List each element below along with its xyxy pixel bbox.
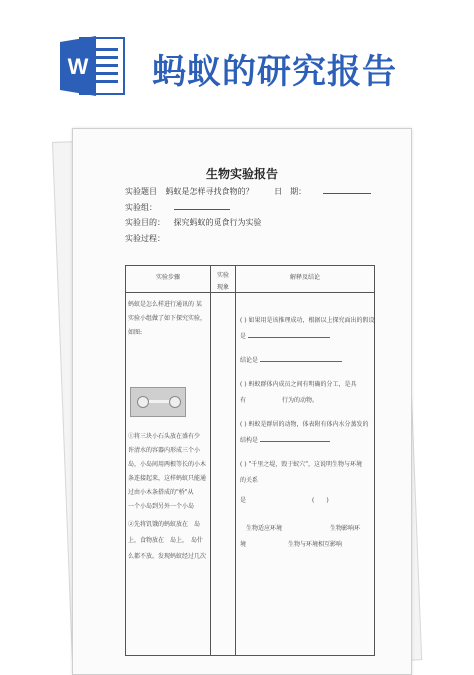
group-label: 实验组： bbox=[125, 203, 157, 212]
conclusion-line: ( ) 蚂蚁群体内成员之间有明确的分工，是具 bbox=[240, 381, 357, 388]
process-label: 实验过程： bbox=[125, 234, 165, 243]
conclusion-line: ( ) 如果用是该推理成功，根据以上探究面出的假设 bbox=[240, 317, 375, 324]
topic-line bbox=[125, 185, 371, 197]
document-page bbox=[72, 128, 412, 675]
experiment-table bbox=[125, 265, 375, 656]
date-label: 日 期： bbox=[274, 187, 307, 196]
header-steps: 实验步骤 bbox=[126, 266, 211, 293]
conclusion-line: 结论是 bbox=[240, 355, 342, 364]
steps-line: 岛，小岛间用两根等长的小木 bbox=[128, 461, 207, 468]
purpose-value: 探究蚂蚁的觅食行为实验 bbox=[173, 218, 262, 227]
conclusion-cell bbox=[236, 293, 375, 656]
steps-line: 上，食物放在 岛上， 岛什 bbox=[128, 537, 204, 544]
experiment-photo bbox=[130, 387, 186, 417]
banner-title: 蚂蚁的研究报告 bbox=[152, 52, 397, 92]
group-line bbox=[125, 201, 230, 213]
steps-line: 许清水的容器内形成三个小 bbox=[128, 447, 201, 454]
conclusion-line: 有 行为的动物。 bbox=[240, 397, 319, 404]
steps-line: 实验小组做了如下探究实验， bbox=[128, 315, 207, 322]
purpose-line bbox=[125, 217, 262, 228]
conclusion-line: 是 bbox=[240, 331, 330, 340]
steps-line: ①将三块小石头放在盛有少 bbox=[128, 433, 201, 440]
conclusion-line: 是 ( ) bbox=[240, 497, 329, 504]
steps-line: 一个小岛到另外一个小岛 bbox=[128, 503, 195, 510]
document-title: 生物实验报告 bbox=[205, 167, 278, 181]
conclusion-line: 的关系 bbox=[240, 477, 259, 484]
banner bbox=[0, 0, 474, 118]
steps-cell bbox=[126, 293, 211, 656]
conclusion-line: ( ) 蚂蚁是群居的动物，体表附有体内水分蒸发的 bbox=[240, 421, 369, 428]
conclusion-line: 境 生物与环境相互影响 bbox=[240, 541, 343, 548]
steps-line: 过由小木条搭成的"桥"从 bbox=[128, 489, 194, 496]
steps-line: 条连接起来，这样蚂蚁只能通 bbox=[128, 475, 207, 482]
word-document-icon bbox=[60, 34, 126, 98]
steps-line: 蚂蚁是怎么样进行通讯的 某 bbox=[128, 301, 202, 308]
header-conclusion: 解释及结论 bbox=[236, 266, 375, 293]
date-blank bbox=[323, 185, 371, 194]
conclusion-line: 结构是 bbox=[240, 435, 330, 444]
conclusion-line: ( ) "千里之堤，毁于蚁穴"，这说明生物与环境 bbox=[240, 461, 363, 468]
steps-line: 么都不放。发现蚂蚁经过几次 bbox=[128, 553, 207, 560]
logo-letter: W bbox=[67, 54, 89, 79]
header-phenomenon: 实验 现象 bbox=[211, 266, 236, 293]
steps-line: ②先将饥饿的蚂蚁放在 岛 bbox=[128, 521, 201, 528]
steps-line: 如图: bbox=[128, 329, 143, 336]
topic-value: 蚂蚁是怎样寻找食物的？ bbox=[165, 187, 254, 196]
phenomenon-cell bbox=[211, 293, 236, 656]
group-blank bbox=[174, 201, 230, 210]
conclusion-line: 生物适应环境 生物影响环 bbox=[240, 525, 361, 532]
purpose-label: 实验目的： bbox=[125, 218, 165, 227]
topic-label: 实验题目 bbox=[125, 187, 157, 196]
process-line bbox=[125, 233, 165, 244]
